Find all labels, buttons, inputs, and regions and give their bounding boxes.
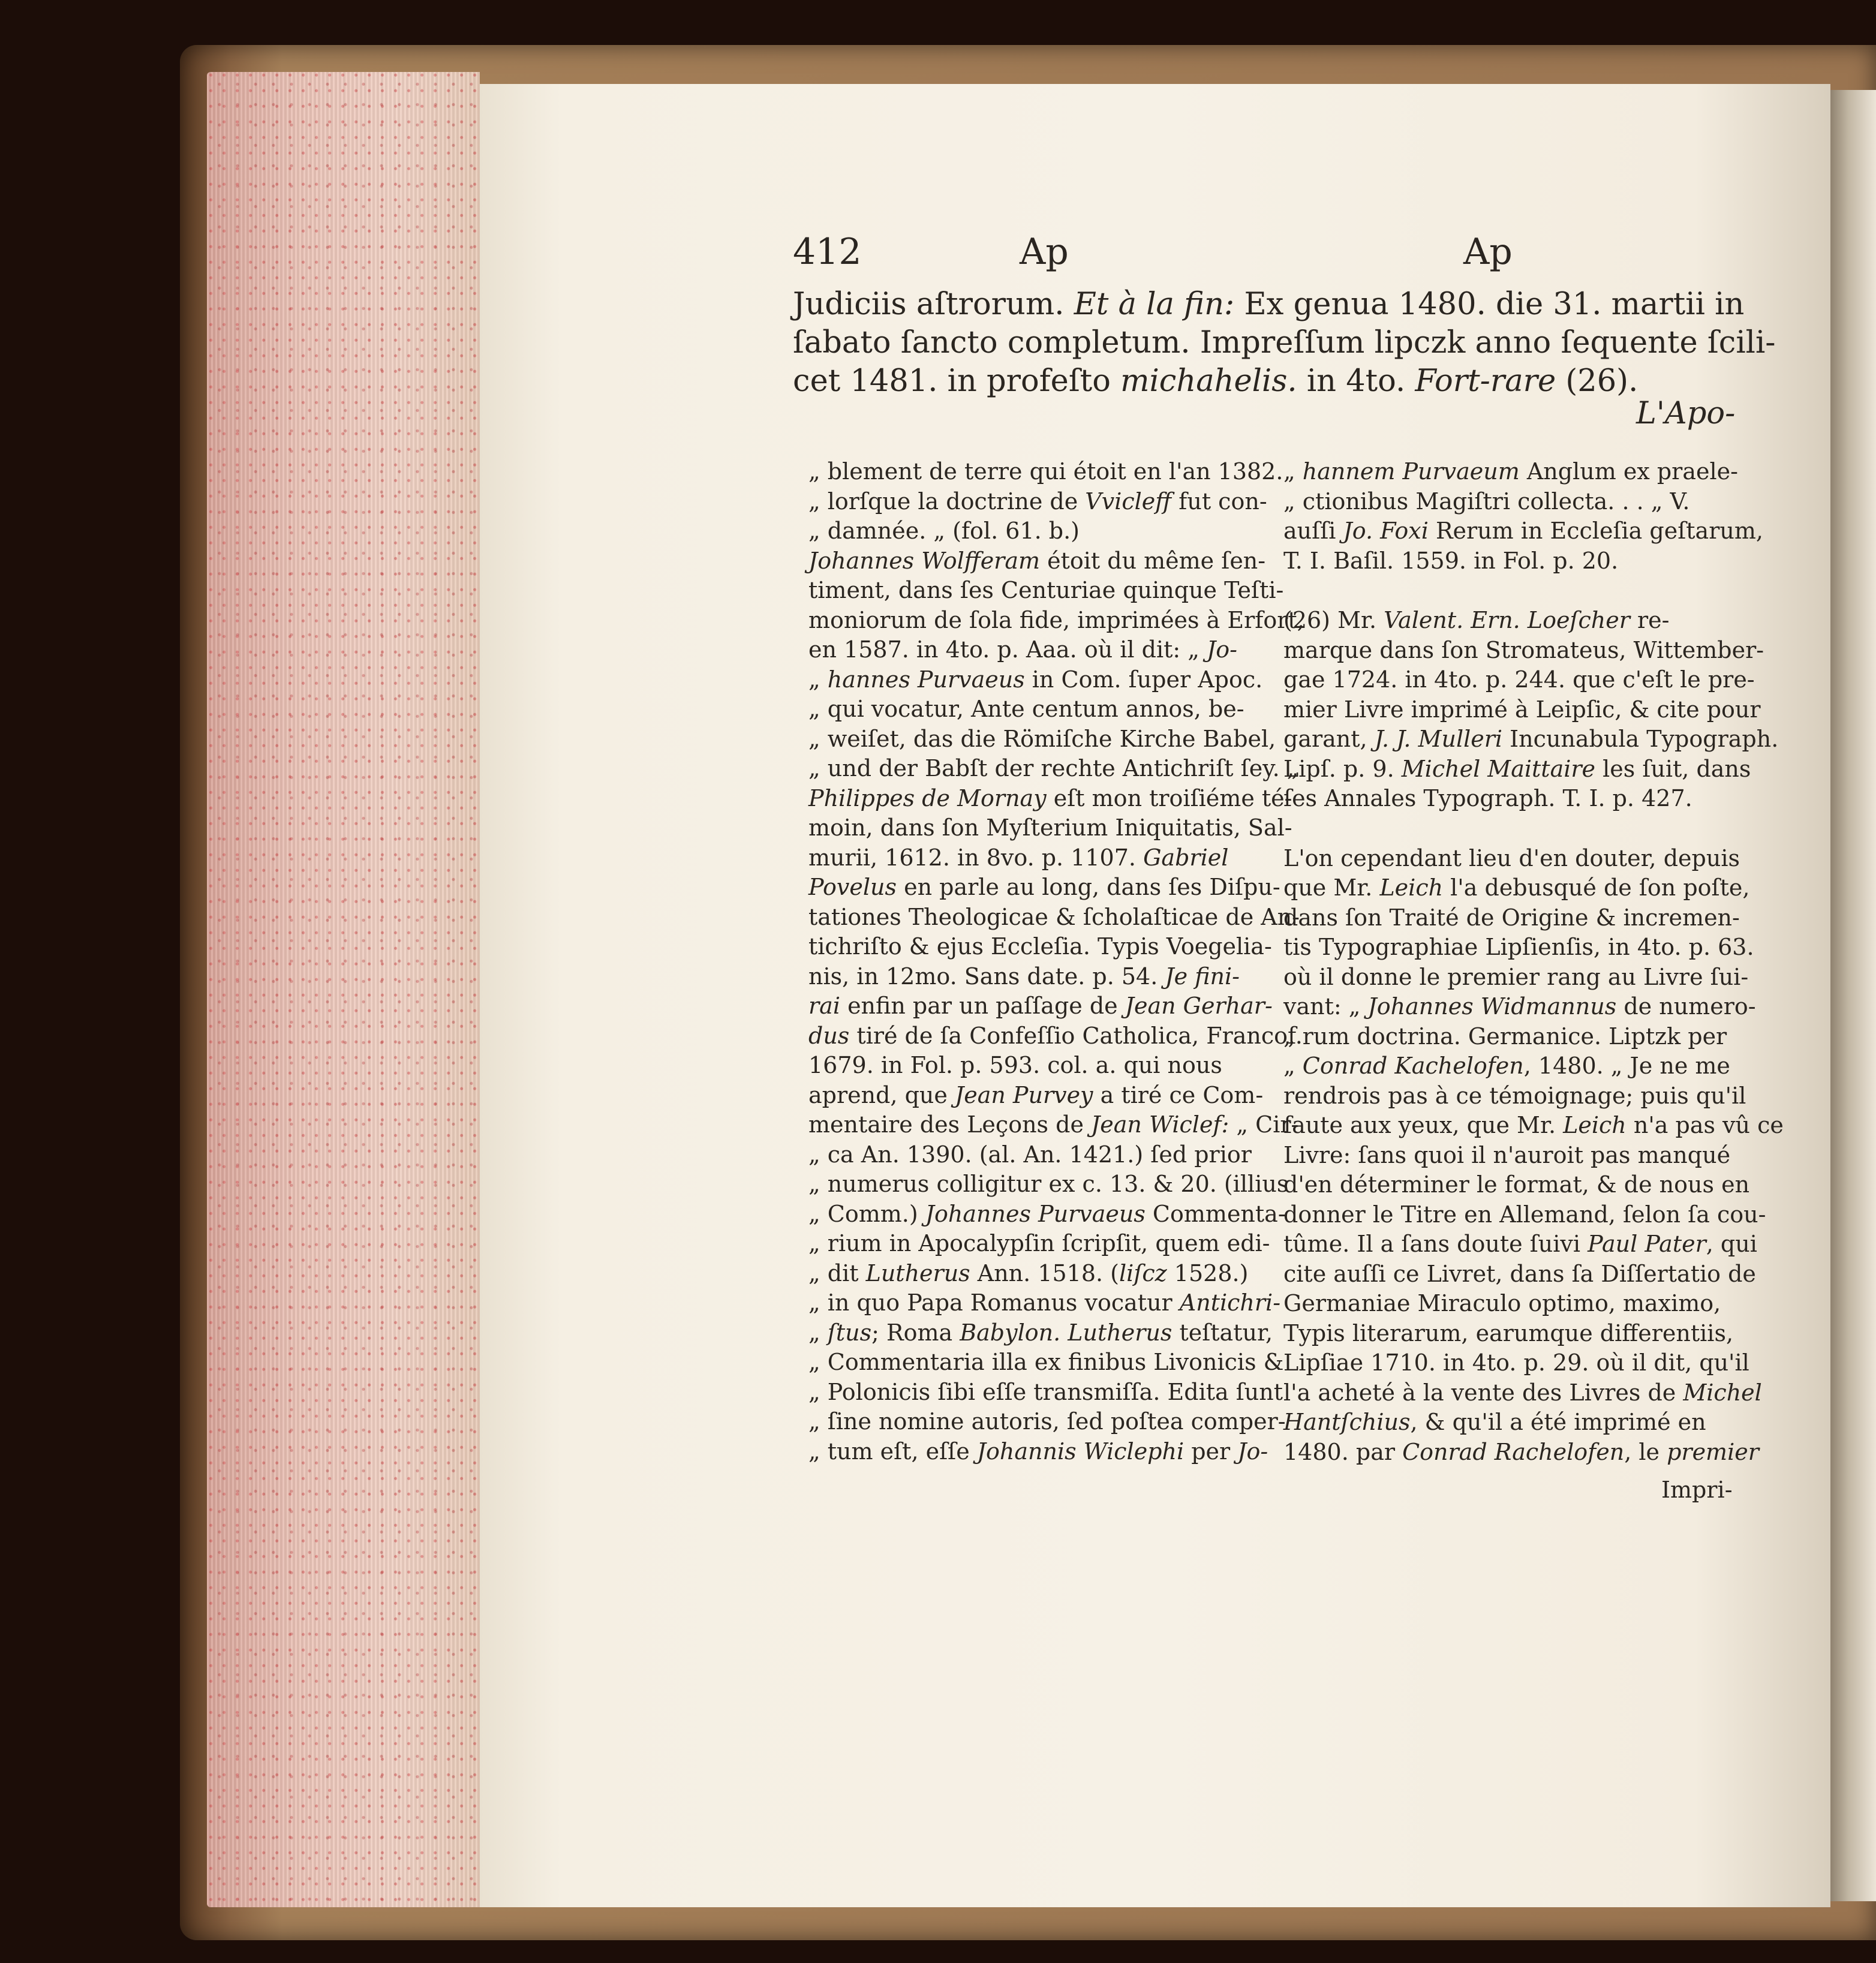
text-run: „ rium in Apocalypſin ſcripſit, quem edi- <box>808 1230 1270 1256</box>
text-run: n'a pas vû ce <box>1626 1112 1784 1138</box>
text-run: cet 1481. in profeſto <box>793 363 1121 399</box>
text-run: , le <box>1624 1438 1667 1465</box>
left-column <box>808 457 1304 1466</box>
italic-text: dus <box>808 1022 850 1049</box>
text-line <box>1283 636 1764 666</box>
text-line <box>808 1348 1284 1378</box>
italic-text: Lutherus <box>865 1259 970 1286</box>
text-run: tûme. Il a ſans doute ſuivi <box>1283 1231 1588 1257</box>
text-run: Ann. 1518. ( <box>970 1259 1120 1286</box>
text-run: Lipſ. p. 9. <box>1283 755 1402 782</box>
text-line <box>1283 546 1730 576</box>
italic-text: Jean Purvey <box>954 1081 1093 1108</box>
text-run: a tiré ce Com- <box>1093 1081 1264 1108</box>
text-line <box>808 784 1292 814</box>
text-line <box>1283 1438 1759 1468</box>
text-run: Typis literarum, earumque differentiis, <box>1283 1319 1734 1346</box>
text-run: auſſi <box>1283 518 1343 544</box>
text-run: étoit du même ſen- <box>1040 547 1266 574</box>
text-run: teſtatur, <box>1172 1319 1273 1346</box>
text-run: per <box>1184 1438 1238 1465</box>
italic-text: Philippes de Mornay <box>808 784 1047 811</box>
top-block-line <box>793 287 1744 322</box>
text-run: „ Comm.) <box>808 1200 925 1227</box>
text-run: mentaire des Leçons de <box>808 1111 1092 1138</box>
text-line <box>1283 665 1755 695</box>
text-run: „ <box>1283 458 1303 485</box>
text-line <box>1283 1259 1756 1289</box>
text-line <box>1283 1022 1730 1052</box>
text-run: fut con- <box>1171 488 1267 515</box>
italic-text: michahelis. <box>1120 363 1297 399</box>
text-line <box>1283 457 1738 487</box>
text-run: tis Typographiae Lipſienſis, in 4to. p. 63. <box>1283 934 1754 960</box>
text-run: gae 1724. in 4to. p. 244. que c'eſt le pre- <box>1283 666 1755 693</box>
text-run: Commenta- <box>1145 1200 1286 1227</box>
text-run: „ Polonicis ſibi eſſe transmiſſa. Edita ſunt <box>808 1378 1283 1405</box>
italic-text: Leich <box>1563 1112 1627 1138</box>
italic-text: Jean Wiclef: <box>1091 1111 1229 1138</box>
text-line <box>808 932 1272 962</box>
text-run: murii, 1612. in 8vo. p. 1107. <box>808 844 1144 871</box>
text-run: „ rum doctrina. Germanice. Liptzk per <box>1283 1023 1727 1050</box>
text-line <box>808 1378 1283 1408</box>
top-block-line <box>793 363 1638 399</box>
text-line <box>1283 606 1730 636</box>
text-run: in 4to. <box>1297 363 1415 399</box>
text-line <box>1283 903 1740 933</box>
italic-text: rai <box>808 993 840 1019</box>
italic-text: Jo- <box>1237 1438 1268 1465</box>
text-line <box>1283 754 1751 784</box>
text-run: d'en déterminer le format, & de nous en <box>1283 1171 1750 1198</box>
text-run: „ lorſque la doctrine de <box>808 488 1086 515</box>
catchword-top: L'Apo- <box>1636 396 1736 431</box>
text-run <box>1060 1319 1068 1346</box>
text-line <box>1283 1319 1734 1349</box>
text-line <box>1283 844 1740 874</box>
running-head-right: Ap <box>1463 231 1513 273</box>
text-line <box>1283 1408 1730 1438</box>
text-line <box>1283 1348 1749 1378</box>
text-line <box>1283 963 1749 993</box>
right-column <box>1283 457 1784 1467</box>
text-line <box>808 962 1261 992</box>
text-line <box>1283 1229 1757 1259</box>
italic-text: Conrad Kachelofen <box>1302 1053 1524 1079</box>
text-line <box>808 457 1283 487</box>
italic-text: Povelus <box>808 874 897 900</box>
text-line <box>1283 1378 1762 1408</box>
text-run: „ weiſet, das die Römiſche Kirche Babel, <box>808 725 1276 752</box>
italic-text: Johannis Wiclephi <box>976 1438 1184 1465</box>
italic-text: Conrad Rachelofen <box>1402 1438 1625 1465</box>
italic-text: Gabriel <box>1143 844 1229 871</box>
text-run: tationes Theologicae & ſcholaſticae de An- <box>808 903 1300 930</box>
text-run: 1528.) <box>1167 1259 1249 1286</box>
text-line <box>808 1437 1268 1467</box>
text-run: aprend, que <box>808 1081 955 1108</box>
text-run: ſaute aux yeux, que Mr. <box>1283 1112 1564 1138</box>
italic-text: Jean Gerhar- <box>1125 993 1273 1019</box>
text-run: de numero- <box>1616 993 1756 1020</box>
text-run: „ in quo Papa Romanus vocatur <box>808 1289 1180 1316</box>
text-run: , qui <box>1706 1231 1757 1257</box>
text-line <box>808 487 1267 517</box>
text-run: que Mr. <box>1283 874 1380 901</box>
italic-text: Valent. Ern. Loeſcher <box>1384 607 1630 633</box>
italic-text: Babylon. <box>960 1319 1061 1346</box>
italic-text: Johannes Purvaeus <box>925 1200 1146 1227</box>
text-run: dans ſon Traité de Origine & incremen- <box>1283 904 1740 931</box>
text-run: donner le Titre en Allemand, ſelon ſa cou- <box>1283 1201 1766 1228</box>
right-column-paragraph <box>1283 844 1784 1468</box>
italic-text: Johannes Widmannus <box>1367 993 1617 1020</box>
text-line <box>1283 873 1750 903</box>
text-line <box>808 1140 1261 1170</box>
text-run: „ ca An. 1390. (al. An. 1421.) ſed prior <box>808 1141 1252 1168</box>
text-line <box>1283 784 1730 814</box>
text-line <box>808 903 1300 933</box>
text-line <box>808 1229 1270 1259</box>
text-line <box>808 873 1280 903</box>
text-line <box>808 1259 1261 1289</box>
text-run: in Com. ſuper Apoc. <box>1024 666 1263 693</box>
text-run: „ numerus colligitur ex c. 13. & 20. (illius <box>808 1171 1289 1197</box>
text-line <box>808 843 1261 873</box>
catchword-bottom: Impri- <box>1661 1477 1733 1503</box>
text-line <box>1283 516 1763 546</box>
text-run: „ blement de terre qui étoit en l'an 1382. <box>808 458 1283 485</box>
text-line <box>1283 992 1756 1022</box>
italic-text: Je fini- <box>1165 963 1240 990</box>
right-column-continuation <box>1283 457 1763 576</box>
text-run: Germaniae Miraculo optimo, maximo, <box>1283 1290 1721 1316</box>
text-run: Anglum ex praele- <box>1519 458 1738 485</box>
text-run: Livre: ſans quoi il n'auroit pas manqué <box>1283 1141 1731 1168</box>
text-line <box>808 516 1261 546</box>
text-run: „ <box>1283 1053 1303 1079</box>
text-run: Rerum in Eccleſia geſtarum, <box>1428 518 1763 544</box>
italic-text: Leich <box>1379 874 1444 901</box>
text-line <box>808 576 1284 606</box>
text-line <box>1283 1170 1750 1200</box>
page-number: 412 <box>793 231 862 273</box>
text-run: rendrois pas à ce témoignage; puis qu'il <box>1283 1082 1746 1109</box>
italic-text: hannes Purvaeus <box>827 666 1025 693</box>
text-run: moniorum de ſola fide, imprimées à Erfort, <box>808 606 1304 633</box>
text-run: Lipſiae 1710. in 4to. p. 29. où il dit, qu'il <box>1283 1349 1749 1376</box>
text-line <box>808 1081 1264 1111</box>
text-run: „ Commentaria illa ex finibus Livonicis & <box>808 1349 1284 1375</box>
text-line <box>1283 1051 1730 1081</box>
text-run: „ und der Babſt der rechte Antichriſt ſey. „ <box>808 755 1299 781</box>
text-line <box>808 991 1273 1021</box>
italic-text: Lutherus <box>1068 1319 1172 1346</box>
italic-text: Fort-rare <box>1415 363 1556 399</box>
italic-text: Johannes Wolfferam <box>808 547 1041 574</box>
text-line <box>808 754 1299 784</box>
text-run: „ tum eſt, eſſe <box>808 1438 977 1465</box>
text-line <box>1283 1200 1766 1230</box>
italic-text: premier <box>1667 1438 1759 1465</box>
text-run: (26). <box>1556 363 1639 399</box>
text-run: Incunabula Typograph. <box>1502 726 1779 752</box>
text-line <box>808 1200 1286 1229</box>
text-run: ; Roma <box>871 1319 960 1346</box>
text-run: „ ctionibus Magiſtri collecta. . . „ V. <box>1283 488 1690 515</box>
text-line <box>808 725 1276 754</box>
text-line <box>808 1170 1289 1200</box>
text-line <box>808 1051 1261 1081</box>
text-run: L'on cependant lieu d'en douter, depuis <box>1283 844 1740 871</box>
text-run: en 1587. in 4to. p. Aaa. où il dit: „ <box>808 636 1207 663</box>
text-run: Judiciis aſtrorum. <box>793 287 1074 322</box>
italic-text: Michel Maittaire <box>1401 755 1596 782</box>
text-run: cite auſſi ce Livret, dans ſa Diſſertatio de <box>1283 1260 1756 1287</box>
text-line <box>808 1110 1299 1140</box>
text-line <box>1283 933 1754 963</box>
text-line <box>808 606 1304 636</box>
text-run: moin, dans ſon Myſterium Iniquitatis, Sal- <box>808 814 1292 841</box>
italic-text: Hantſchius <box>1283 1409 1411 1435</box>
text-line <box>808 665 1261 695</box>
text-run: 1480. par <box>1283 1438 1403 1465</box>
text-run: l'a acheté à la vente des Livres de <box>1283 1379 1683 1406</box>
text-run: vant: „ <box>1283 993 1368 1020</box>
text-run: tiré de ſa Confeſſio Catholica, Francof. <box>849 1022 1303 1049</box>
text-run: ſes Annales Typograph. T. I. p. 427. <box>1283 785 1692 811</box>
text-run: tichriſto & ejus Eccleſia. Typis Voegelia- <box>808 933 1272 960</box>
italic-text: Vvicleff <box>1085 488 1172 515</box>
text-line <box>808 546 1266 576</box>
text-run: „ qui vocatur, Ante centum annos, be- <box>808 696 1244 722</box>
text-line <box>808 813 1292 843</box>
text-line <box>808 635 1261 665</box>
left-column-lines <box>808 457 1304 1466</box>
text-run: garant, <box>1283 726 1375 752</box>
text-run: „ dit <box>808 1259 866 1286</box>
top-block-line <box>793 325 1776 360</box>
italic-text: Antichri- <box>1179 1289 1281 1316</box>
text-run: eſt mon troiſiéme té- <box>1046 784 1292 811</box>
text-run: en parle au long, dans ſes Diſpu- <box>897 874 1280 900</box>
text-run: timent, dans ſes Centuriae quinque Teſti- <box>808 577 1284 603</box>
text-run: „ damnée. „ (fol. 61. b.) <box>808 518 1080 544</box>
running-head-left: Ap <box>1020 231 1069 273</box>
text-run: enfin par un paſſage de <box>840 993 1125 1019</box>
text-run: les ſuit, dans <box>1595 755 1751 782</box>
text-run: marque dans ſon Stromateus, Wittember- <box>1283 636 1764 663</box>
text-run: 1679. in Fol. p. 593. col. a. qui nous <box>808 1052 1222 1078</box>
text-line <box>808 1021 1303 1051</box>
text-run: Ex genua 1480. die 31. martii in <box>1244 287 1745 322</box>
text-run: ſabato ſancto completum. Impreſſum lipczk anno ſequente ſcili- <box>793 325 1776 360</box>
text-run: „ <box>808 1319 828 1346</box>
text-line <box>1283 1111 1784 1141</box>
text-run: „ Cir- <box>1229 1111 1299 1138</box>
text-run: , & qu'il a été imprimé en <box>1410 1409 1706 1435</box>
italic-text: liſcz <box>1119 1259 1167 1286</box>
italic-text: Paul Pater <box>1588 1231 1706 1257</box>
text-run: (26) Mr. <box>1283 607 1384 633</box>
text-run: T. I. Baſil. 1559. in Fol. p. 20. <box>1283 547 1619 574</box>
text-line <box>1283 1081 1746 1111</box>
text-line <box>808 1407 1286 1437</box>
text-run: mier Livre imprimé à Leipſic, & cite pour <box>1283 696 1761 723</box>
text-run: , 1480. „ Je ne me <box>1523 1053 1730 1079</box>
italic-text: Jo. Foxi <box>1343 518 1429 544</box>
text-line <box>1283 725 1779 754</box>
text-line <box>1283 695 1761 725</box>
text-run: „ <box>808 666 828 693</box>
footnote-26 <box>1283 606 1779 814</box>
facing-page-edge <box>1830 90 1876 1901</box>
text-line <box>808 695 1261 725</box>
text-line <box>1283 1289 1730 1319</box>
text-line <box>1283 487 1730 517</box>
italic-text: Michel <box>1683 1379 1762 1406</box>
text-run: l'a debusqué de ſon poſte, <box>1443 874 1750 901</box>
italic-text: ſtus <box>827 1319 872 1346</box>
italic-text: J. J. Mulleri <box>1374 726 1503 752</box>
text-run: nis, in 12mo. Sans date. p. 54. <box>808 963 1165 990</box>
italic-text: hannem Purvaeum <box>1302 458 1520 485</box>
text-line <box>1283 1141 1730 1171</box>
text-run: où il donne le premier rang au Livre ſui- <box>1283 963 1749 990</box>
text-line <box>808 1288 1281 1318</box>
page-fore-edge <box>207 72 480 1907</box>
italic-text: Et à la fin: <box>1074 287 1244 322</box>
text-run: re- <box>1630 607 1670 633</box>
text-line <box>808 1318 1273 1348</box>
italic-text: Jo- <box>1207 636 1237 663</box>
text-run: „ ſine nomine autoris, ſed poſtea comper- <box>808 1408 1286 1435</box>
